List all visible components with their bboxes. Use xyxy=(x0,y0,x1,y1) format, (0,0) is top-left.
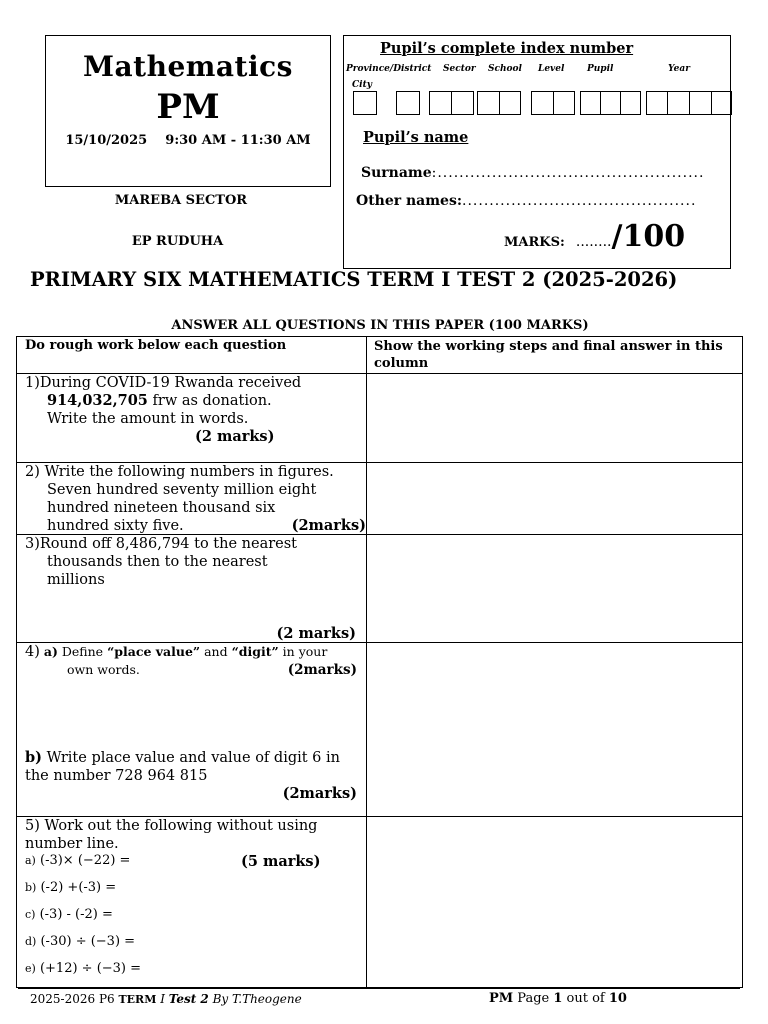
q3-marks: (2 marks) xyxy=(276,625,356,642)
footer-left xyxy=(30,992,302,1006)
q5-item-label: b) xyxy=(25,881,37,894)
surname-label: Surname xyxy=(361,165,432,181)
sector-name: MAREBA SECTOR xyxy=(114,193,248,208)
q4a-line2: own words. xyxy=(67,662,140,677)
index-cell-group[interactable] xyxy=(531,91,575,115)
q5-item-expr: (-2) +(-3) = xyxy=(40,880,117,895)
q5-item-expr: (+12) ÷ (−3) = xyxy=(39,961,142,976)
index-cell-group[interactable] xyxy=(646,91,732,115)
q4b-label: b) xyxy=(25,749,42,766)
index-title: Pupil’s complete index number xyxy=(380,40,634,57)
q1-marks: (2 marks) xyxy=(195,428,275,445)
footer-term: TERM xyxy=(118,993,161,1006)
q2-text: 2) Write the following numbers in figures. xyxy=(25,464,334,480)
index-cell-group[interactable] xyxy=(580,91,641,115)
marks-total: /100 xyxy=(611,219,686,254)
q4-num: 4) xyxy=(25,644,40,660)
q5-answer-area[interactable] xyxy=(368,818,742,987)
q1-rest: frw as donation. xyxy=(147,393,272,409)
q5-item xyxy=(25,853,130,868)
q2-marks: (2marks) xyxy=(291,517,366,534)
footer-page-total: 10 xyxy=(608,991,627,1006)
q1-line3: Write the amount in words. xyxy=(47,411,249,427)
subject-box xyxy=(45,35,331,187)
paper-title: PRIMARY SIX MATHEMATICS TERM I TEST 2 (2025-2026) xyxy=(30,268,678,291)
q4a-text: Define xyxy=(61,644,108,659)
q5-item-label: d) xyxy=(25,935,37,948)
question-2 xyxy=(25,463,366,535)
label-province: Province/District xyxy=(346,64,432,74)
q5-marks: (5 marks) xyxy=(241,853,321,870)
footer-year-class: 2025-2026 P6 xyxy=(30,992,119,1006)
label-level: Level xyxy=(538,64,565,74)
label-sector: Sector xyxy=(443,64,476,74)
exam-date: 15/10/2025 xyxy=(65,133,148,148)
q3-line3: millions xyxy=(47,572,105,588)
question-3 xyxy=(25,535,357,589)
q4a-text2: in your xyxy=(278,644,328,659)
q5-item-expr: (-3) - (-2) = xyxy=(39,907,113,922)
label-school: School xyxy=(488,64,522,74)
q2-answer-area[interactable] xyxy=(368,464,742,533)
q4-answer-area[interactable] xyxy=(368,644,742,815)
footer-test: Test 2 xyxy=(168,992,209,1006)
q5-item xyxy=(25,934,135,949)
q2-line4: hundred sixty five. xyxy=(47,518,184,534)
question-5 xyxy=(25,817,357,853)
q3-answer-area[interactable] xyxy=(368,536,742,641)
question-4b xyxy=(25,749,357,803)
q5-item-expr: (-30) ÷ (−3) = xyxy=(40,934,136,949)
other-names-field[interactable] xyxy=(356,193,696,209)
index-cell[interactable] xyxy=(353,91,377,115)
q5-item-label: c) xyxy=(25,908,36,921)
marks-dots: ........ xyxy=(575,234,612,250)
footer-out-of: out of xyxy=(562,991,609,1006)
surname-field[interactable] xyxy=(361,165,704,181)
q1-amount: 914,032,705 xyxy=(47,392,148,409)
q5-item xyxy=(25,880,116,895)
q4b-text: Write place value and value of digit 6 in xyxy=(42,750,340,766)
col1-header: Do rough work below each question xyxy=(25,338,287,353)
q4a-marks: (2marks) xyxy=(287,662,357,678)
footer-rule xyxy=(18,987,740,989)
exam-time: 9:30 AM - 11:30 AM xyxy=(165,133,311,148)
q3-text: 3)Round off 8,486,794 to the nearest xyxy=(25,536,298,552)
q2-line3: hundred nineteen thousand six xyxy=(47,500,276,516)
question-1 xyxy=(25,374,357,446)
footer-author: By T.Theogene xyxy=(208,992,302,1006)
other-names-dots: ........................................... xyxy=(462,193,697,209)
q4a-label: a) xyxy=(43,644,58,659)
q3-line2: thousands then to the nearest xyxy=(47,554,268,570)
footer-pm: PM xyxy=(489,991,514,1006)
index-cell-group[interactable] xyxy=(429,91,474,115)
q4b-marks: (2marks) xyxy=(282,785,357,802)
school-name: EP RUDUHA xyxy=(131,234,224,249)
pupil-name-title: Pupil’s name xyxy=(363,129,469,146)
question-4 xyxy=(25,643,357,679)
marks-label: MARKS: xyxy=(504,235,565,250)
q5-item-label: a) xyxy=(25,854,36,867)
marks-field xyxy=(504,219,685,254)
date-time xyxy=(46,133,330,148)
q5-item xyxy=(25,907,113,922)
question-table xyxy=(16,336,743,988)
surname-dots: :................................................. xyxy=(431,165,705,181)
label-city: City xyxy=(352,80,372,90)
footer-page xyxy=(489,991,627,1006)
q5-text: 5) Work out the following without using xyxy=(25,818,318,834)
q1-line1: 1)During COVID-19 Rwanda received xyxy=(25,375,302,391)
subject-title: Mathematics xyxy=(83,50,293,83)
q5-line2: number line. xyxy=(25,836,119,852)
index-cell-group[interactable] xyxy=(477,91,521,115)
session-label: PM xyxy=(156,87,220,127)
q5-item xyxy=(25,961,141,976)
footer-term-number: I xyxy=(160,992,169,1006)
q4a-term-place-value: “place value” xyxy=(107,644,201,659)
column-divider xyxy=(366,337,367,987)
q1-answer-area[interactable] xyxy=(368,375,742,461)
other-names-label: Other names: xyxy=(356,193,463,209)
index-box xyxy=(343,35,731,269)
q4b-line2: the number 728 964 815 xyxy=(25,768,208,784)
col2-header: Show the working steps and final answer in this column xyxy=(374,339,723,371)
instruction: ANSWER ALL QUESTIONS IN THIS PAPER (100 MARKS) xyxy=(171,318,589,333)
footer-page-number: 1 xyxy=(553,991,563,1006)
q4a-and: and xyxy=(200,644,232,659)
label-year: Year xyxy=(668,64,690,74)
label-pupil: Pupil xyxy=(587,64,614,74)
q5-item-expr: (-3)× (−22) = xyxy=(40,853,131,868)
footer-page-word: Page xyxy=(513,991,554,1006)
q2-line2: Seven hundred seventy million eight xyxy=(47,482,317,498)
index-cell[interactable] xyxy=(396,91,420,115)
q5-item-label: e) xyxy=(25,962,36,975)
q4a-term-digit: “digit” xyxy=(231,644,279,659)
